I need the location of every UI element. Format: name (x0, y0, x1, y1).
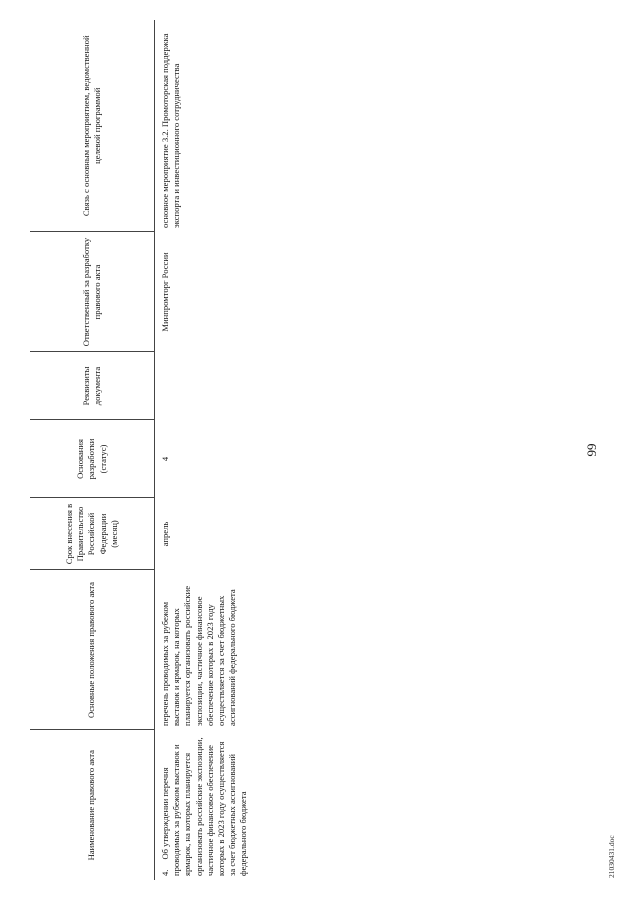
page-number: 99 (584, 443, 599, 457)
table-header-row (30, 20, 155, 880)
header-basis: Основания разработки (статус) (30, 420, 155, 498)
row-number: 4. (160, 869, 170, 876)
rotated-page (12, 20, 622, 880)
header-provisions: Основные положения правового акта (30, 570, 155, 730)
cell-provisions: перечень проводимых за рубежом выставок и ярмарок, на которых планируется организовать российские экспозиции, частичное финансовое обеспечение которых в 2023 году осуществляется за счет бюджетных ассигнований федерального бюджета (160, 585, 238, 726)
table-row (155, 20, 255, 880)
header-name: Наименование правового акта (30, 730, 155, 880)
header-requisites: Реквизиты документа (30, 352, 155, 420)
legal-acts-table (30, 20, 254, 880)
row-name: Об утверждении перечня проводимых за рубежом выставок и ярмарок, на которых планируется организовать российские экспозиции, частичное финансовое обеспечение которых в 2023 году осуществляется за счет бюджетных ассигнований федерального бюджета (160, 737, 249, 876)
cell-requisites (155, 352, 255, 420)
footer-code: 21030431.doc (607, 835, 616, 878)
header-link: Связь с основным мероприятием, ведомственной целевой программой (30, 20, 155, 232)
cell-deadline: апрель (160, 521, 170, 547)
header-deadline: Срок внесения в Правительство Российской Федерации (месяц) (30, 498, 155, 570)
cell-name (155, 730, 255, 880)
cell-link: основное мероприятие 3.2. Промоторская поддержка экспорта и инвестиционного сотрудничества (160, 33, 182, 228)
header-responsible: Ответственный за разработку правового акта (30, 232, 155, 352)
cell-basis: 4 (160, 456, 170, 462)
cell-responsible: Минпромторг России (160, 252, 170, 332)
